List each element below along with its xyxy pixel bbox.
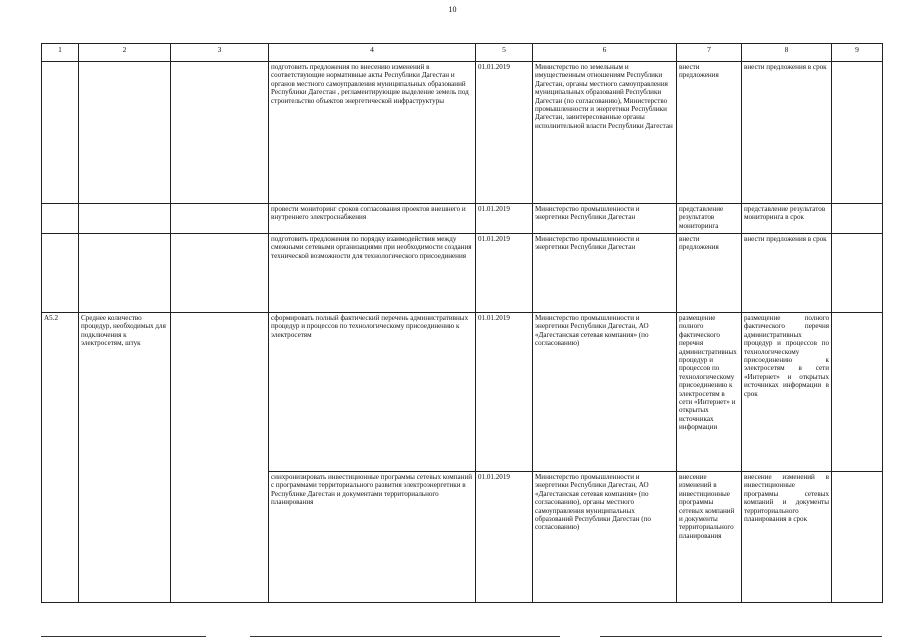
date-cell: 01.01.2019 [476, 204, 533, 234]
note-cell [832, 204, 883, 234]
footer-rule [600, 636, 882, 637]
row-number-cell [42, 472, 79, 603]
header-cell: 2 [79, 44, 171, 62]
date-cell: 01.01.2019 [476, 313, 533, 472]
criteria-cell: внесение изменений в инвестиционные программы сетевых компаний и документы территориального планирования в срок [742, 472, 832, 603]
footer-rule [250, 636, 560, 637]
criteria-cell: представление результатов мониторинга в срок [742, 204, 832, 234]
indicator-cell: Среднее количество процедур, необходимых для подключения к электросетям, штук [79, 313, 171, 472]
date-cell: 01.01.2019 [476, 472, 533, 603]
column-number-header [42, 44, 883, 62]
measure-cell: подготовить предложения по порядку взаимодействия между смежными сетевыми организациями при необходимости создания технической возможности для технологического присоединения [269, 234, 476, 313]
value-cell [171, 472, 269, 603]
table-row [42, 62, 883, 204]
indicator-cell [79, 62, 171, 204]
responsible-cell: Министерство промышленности и энергетики Республики Дагестан [533, 204, 677, 234]
header-cell: 6 [533, 44, 677, 62]
table-row [42, 234, 883, 313]
note-cell [832, 313, 883, 472]
responsible-cell: Министерство по земельным и имущественным отношениям Республики Дагестан, органы местного самоуправления муниципальных образований Республики Дагестан (по согласованию), Министерство промышленности и энергетики Республики Дагестан, заинтересованные органы исполнительной власти Республики Дагестан [533, 62, 677, 204]
result-cell: представление результатов мониторинга [677, 204, 742, 234]
header-cell: 4 [269, 44, 476, 62]
value-cell [171, 62, 269, 204]
table-row [42, 204, 883, 234]
date-cell: 01.01.2019 [476, 234, 533, 313]
row-number-cell [42, 204, 79, 234]
header-cell: 8 [742, 44, 832, 62]
indicator-cell [79, 204, 171, 234]
measure-cell: синхронизировать инвестиционные программы сетевых компаний с программами территориального развития электроэнергетики в Республике Дагестан и документами территориального планирования [269, 472, 476, 603]
note-cell [832, 234, 883, 313]
measure-cell: сформировать полный фактический перечень административных процедур и процессов по технологическому присоединению к электросетям [269, 313, 476, 472]
row-number-cell [42, 234, 79, 313]
responsible-cell: Министерство промышленности и энергетики Республики Дагестан [533, 234, 677, 313]
value-cell [171, 313, 269, 472]
value-cell [171, 234, 269, 313]
row-number-cell: А5.2 [42, 313, 79, 472]
header-cell: 3 [171, 44, 269, 62]
header-cell: 7 [677, 44, 742, 62]
page-number: 10 [448, 5, 457, 14]
responsible-cell: Министерство промышленности и энергетики Республики Дагестан, АО «Дагестанская сетевая компания» (по согласованию), органы местного самоуправления муниципальных образований Республики Дагестан (по согласованию) [533, 472, 677, 603]
header-cell: 9 [832, 44, 883, 62]
criteria-cell: размещение полного фактического перечня административных процедур и процессов по технологическому присоединению к электросетям в сети «Интернет» и открытых источниках информации в срок [742, 313, 832, 472]
criteria-cell: внести предложения в срок [742, 234, 832, 313]
header-cell: 1 [42, 44, 79, 62]
note-cell [832, 472, 883, 603]
measure-cell: провести мониторинг сроков согласования проектов внешнего и внутреннего электроснабжения [269, 204, 476, 234]
footer-rule [41, 636, 206, 637]
result-cell: внесение изменений в инвестиционные программы сетевых компаний и документы территориального планирования [677, 472, 742, 603]
note-cell [832, 62, 883, 204]
header-cell: 5 [476, 44, 533, 62]
result-cell: размещение полного фактического перечня административных процедур и процессов по технологическому присоединению к электросетям в сети «Интернет» и открытых источниках информации [677, 313, 742, 472]
row-number-cell [42, 62, 79, 204]
indicator-cell [79, 234, 171, 313]
table-row [42, 472, 883, 603]
measure-cell: подготовить предложения по внесению изменений в соответствующие нормативные акты Республики Дагестан и органов местного самоуправления муниципальных образований Республики Дагестан , регламентирующие выделение земель под строительство объектов энергетической инфраструктуры [269, 62, 476, 204]
result-cell: внести предложения [677, 234, 742, 313]
measures-table [41, 43, 883, 603]
criteria-cell: внести предложения в срок [742, 62, 832, 204]
result-cell: внести предложения [677, 62, 742, 204]
indicator-cell [79, 472, 171, 603]
date-cell: 01.01.2019 [476, 62, 533, 204]
value-cell [171, 204, 269, 234]
table-row [42, 313, 883, 472]
responsible-cell: Министерство промышленности и энергетики Республики Дагестан, АО «Дагестанская сетевая компания» (по согласованию) [533, 313, 677, 472]
